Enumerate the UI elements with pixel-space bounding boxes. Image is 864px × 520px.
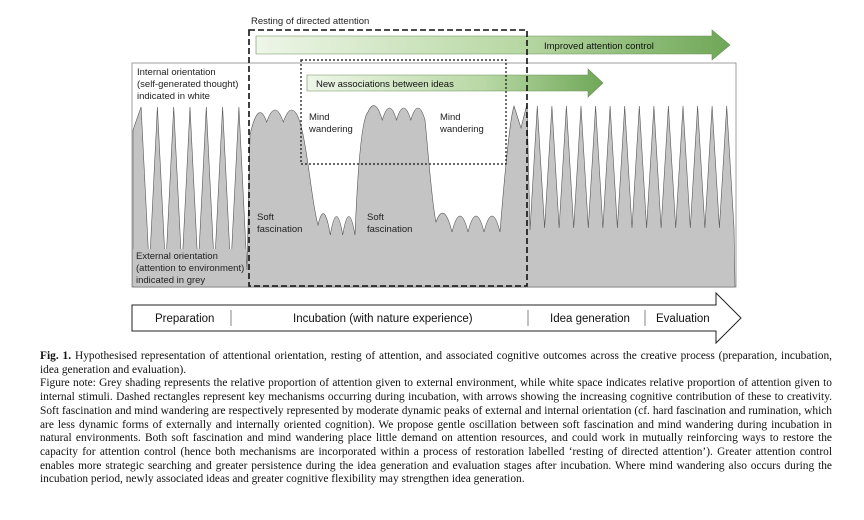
svg-text:External orientation: External orientation [136,251,218,262]
figure-title: Hypothesised representation of attentional orientation, resting of attention, and associated cognitive outcomes across the creative process (preparation, incubation, idea generation and evaluation). [40,350,832,376]
phase-arrow [132,293,741,343]
new-associations-label: New associations between ideas [316,79,454,90]
svg-text:Soft: Soft [257,212,274,223]
svg-text:indicated in grey: indicated in grey [136,275,206,286]
svg-text:Internal orientation: Internal orientation [137,67,216,78]
svg-text:Soft: Soft [367,212,384,223]
figure-label: Fig. 1. [40,350,72,362]
caption-title [40,350,832,377]
svg-text:Mind: Mind [440,112,461,123]
phase-preparation: Preparation [155,313,215,325]
figure-note: Figure note: Grey shading represents the relative proportion of attention given to external environment, while white space indicates relative proportion of attention given to internal stimuli. Dashed rectangles represent key mechanisms occurring during incubation, with arrows showing the increasing cognitive contribution of these to creativity. Soft fascination and mind wandering are respectively represented by moderate dynamic peaks of external and internal orientation (cf. hard fascination and rumination, which are less dynamic forms of externally and internally oriented cognition). We propose gentle oscillation between soft fascination and mind wandering during incubation in natural environments. Both soft fascination and mind wandering place little demand on attention resources, and could work in mutually reinforcing ways to restore the capacity for attention control (hence both mechanisms are incorporated within a process of restoration labelled ‘resting of directed attention’). Greater attention control enables more strategic searching and greater persistence during the idea generation and evaluation stages after incubation. Where mind wandering also occurs during the incubation period, newly associated ideas and greater cognitive flexibility may strengthen idea generation. [40,377,832,486]
svg-text:wandering: wandering [309,124,353,135]
phase-idea-generation: Idea generation [550,313,630,325]
phase-incubation: Incubation (with nature experience) [293,313,473,325]
improved-attention-arrow [256,30,730,60]
improved-attention-label: Improved attention control [544,41,654,52]
svg-text:fascination: fascination [257,224,303,235]
svg-text:(attention to environment): (attention to environment) [136,263,245,274]
svg-text:wandering: wandering [440,124,484,135]
figure-caption [40,350,832,487]
svg-text:Mind: Mind [309,112,330,123]
resting-label: Resting of directed attention [251,16,370,27]
svg-text:(self-generated thought): (self-generated thought) [137,79,239,90]
svg-text:indicated in white: indicated in white [137,91,210,102]
phase-evaluation: Evaluation [656,313,710,325]
svg-text:fascination: fascination [367,224,413,235]
